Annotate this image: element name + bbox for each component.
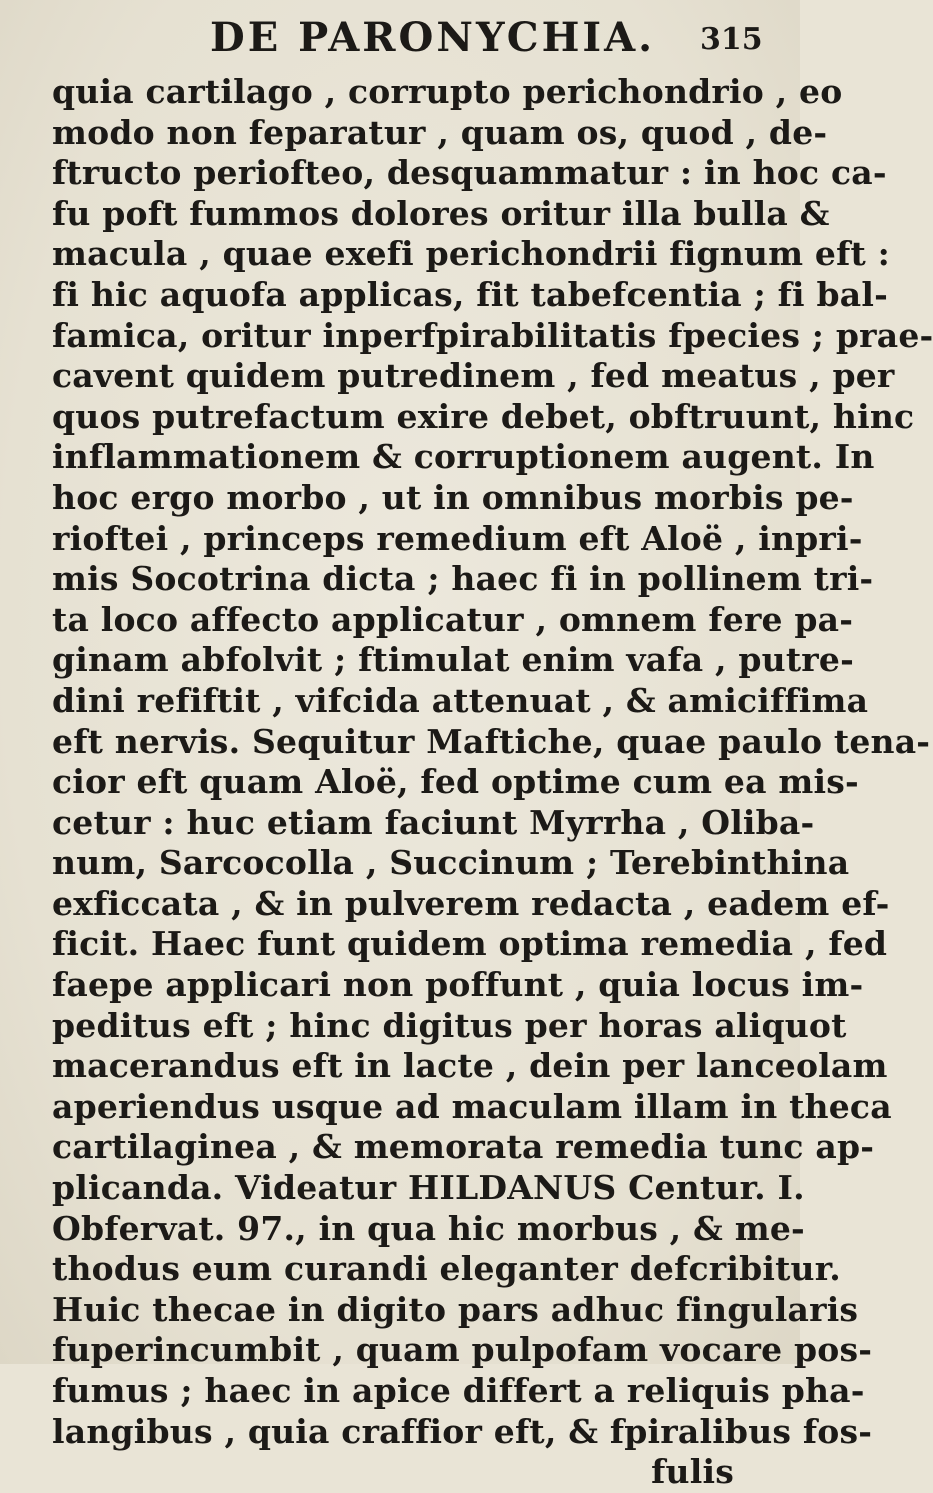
page-header (0, 14, 800, 74)
text-line: fuperincumbit , quam pulpofam vocare pos- (52, 1330, 873, 1370)
text-line: faepe applicari non poffunt , quia locus im- (52, 965, 864, 1005)
text-line: ginam abfolvit ; ftimulat enim vafa , putre- (52, 640, 854, 680)
text-line: ta loco affecto applicatur , omnem fere pa- (52, 599, 854, 639)
text-line: plicanda. Videatur HILDANUS Centur. I. (52, 1168, 805, 1208)
text-line: ftructo periofteo, desquammatur : in hoc ca- (52, 153, 887, 193)
text-line: Huic thecae in digito pars adhuc fingularis (52, 1289, 859, 1329)
text-line: inflammationem & corruptionem augent. In (52, 437, 875, 477)
text-line: eft nervis. Sequitur Maftiche, quae paulo tena- (52, 721, 931, 761)
text-line: langibus , quia craffior eft, & fpiralibus fos- (52, 1411, 873, 1451)
catchword: fulis (651, 1452, 734, 1492)
body-text (52, 72, 933, 1493)
text-line: exficcata , & in pulverem redacta , eadem ef- (52, 883, 890, 923)
text-line: thodus eum curandi eleganter defcribitur. (52, 1249, 841, 1289)
text-line: quia cartilago , corrupto perichondrio , eo (52, 72, 843, 111)
text-line: cavent quidem putredinem , fed meatus , per (52, 356, 895, 396)
text-line: Obfervat. 97., in qua hic morbus , & me- (52, 1208, 805, 1248)
text-line: fu poft fummos dolores oritur illa bulla & (52, 193, 830, 233)
text-line: cior eft quam Aloë, fed optime cum ea mis- (52, 762, 859, 802)
text-line: peditus eft ; hinc digitus per horas aliquot (52, 1005, 847, 1045)
text-line: macerandus eft in lacte , dein per lanceolam (52, 1046, 888, 1086)
text-line: rioftei , princeps remedium eft Aloë , inpri- (52, 518, 863, 558)
text-line: dini refiftit , vifcida attenuat , & amiciffima (52, 680, 869, 720)
text-line: famica, oritur inperfpirabilitatis fpecies ; prae- (52, 315, 933, 355)
running-head: DE PARONYCHIA. (210, 14, 656, 61)
text-line: ficit. Haec funt quidem optima remedia , fed (52, 924, 888, 964)
text-line: macula , quae exefi perichondrii fignum eft : (52, 234, 890, 274)
text-line: cetur : huc etiam faciunt Myrrha , Oliba- (52, 802, 815, 842)
text-line: mis Socotrina dicta ; haec fi in pollinem tri- (52, 559, 874, 599)
text-line: cartilaginea , & memorata remedia tunc ap- (52, 1127, 875, 1167)
text-line: num, Sarcocolla , Succinum ; Terebinthina (52, 843, 850, 883)
text-line: fi hic aquofa applicas, fit tabefcentia ; fi bal- (52, 274, 888, 314)
text-line: quos putrefactum exire debet, obftruunt, hinc (52, 396, 915, 436)
text-line: modo non feparatur , quam os, quod , de- (52, 112, 828, 152)
text-line: fumus ; haec in apice differt a reliquis pha- (52, 1371, 865, 1410)
text-line: aperiendus usque ad maculam illam in theca (52, 1086, 892, 1126)
text-line: hoc ergo morbo , ut in omnibus morbis pe- (52, 477, 854, 517)
page-number: 315 (700, 22, 763, 57)
